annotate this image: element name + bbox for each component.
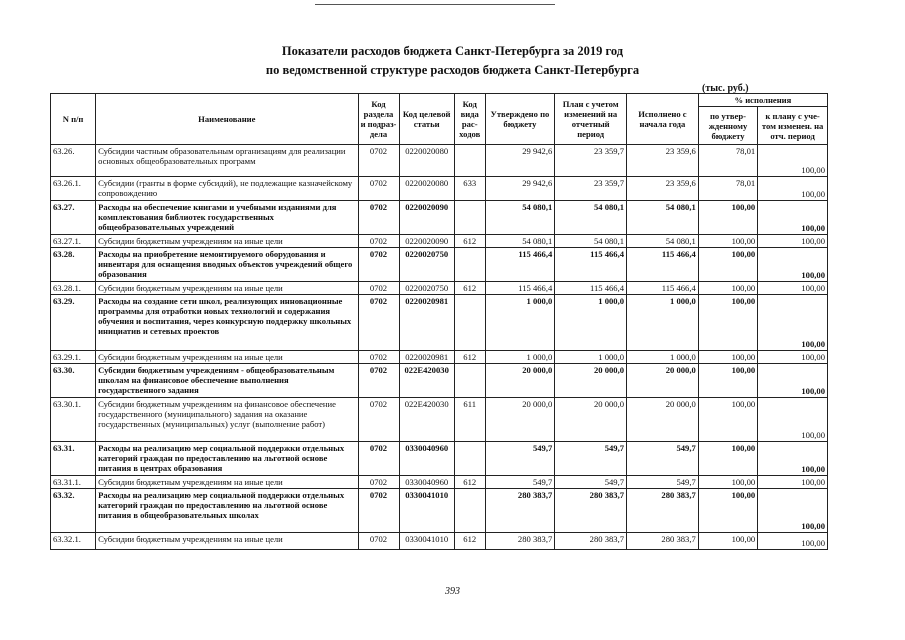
cell-section: 0702 xyxy=(358,364,399,398)
cell-pct-budget: 100,00 xyxy=(698,295,757,351)
table-row xyxy=(51,351,828,364)
cell-kind xyxy=(454,442,485,476)
cell-kind xyxy=(454,364,485,398)
cell-kind: 612 xyxy=(454,476,485,489)
cell-pct-plan: 100,00 xyxy=(758,442,828,476)
cell-section: 0702 xyxy=(358,235,399,248)
cell-target: 0330041010 xyxy=(399,533,454,550)
cell-kind: 612 xyxy=(454,282,485,295)
cell-plan: 20 000,0 xyxy=(555,364,627,398)
table-row xyxy=(51,201,828,235)
cell-name: Расходы на реализацию мер социальной поддержки отдельных категорий граждан по предоставлению на льготной основе питания в центрах образования xyxy=(96,442,358,476)
cell-target: 0220020090 xyxy=(399,235,454,248)
header-name: Наименование xyxy=(96,94,358,145)
cell-pct-plan: 100,00 xyxy=(758,145,828,177)
cell-kind: 612 xyxy=(454,351,485,364)
cell-approved: 54 080,1 xyxy=(485,201,555,235)
cell-section: 0702 xyxy=(358,177,399,201)
cell-kind xyxy=(454,248,485,282)
cell-pct-plan: 100,00 xyxy=(758,177,828,201)
cell-section: 0702 xyxy=(358,201,399,235)
cell-pct-budget: 78,01 xyxy=(698,177,757,201)
cell-pct-plan: 100,00 xyxy=(758,398,828,442)
table-row xyxy=(51,476,828,489)
table-row xyxy=(51,442,828,476)
cell-section: 0702 xyxy=(358,533,399,550)
cell-kind xyxy=(454,145,485,177)
header-plan: План с учетом изменений на отчетный период xyxy=(555,94,627,145)
cell-pct-plan: 100,00 xyxy=(758,248,828,282)
cell-executed: 54 080,1 xyxy=(627,235,699,248)
header-target: Код целевой статьи xyxy=(399,94,454,145)
cell-executed: 20 000,0 xyxy=(627,398,699,442)
cell-pct-plan: 100,00 xyxy=(758,476,828,489)
cell-executed: 549,7 xyxy=(627,476,699,489)
header-pct-budget: по утвер-жденному бюджету xyxy=(698,107,757,145)
table-row xyxy=(51,489,828,533)
cell-executed: 115 466,4 xyxy=(627,282,699,295)
cell-executed: 549,7 xyxy=(627,442,699,476)
cell-name: Субсидии бюджетным учреждениям - общеобразовательным школам на финансовое обеспечение выполнения государственного задания xyxy=(96,364,358,398)
cell-num: 63.30. xyxy=(51,364,96,398)
cell-num: 63.31. xyxy=(51,442,96,476)
cell-name: Расходы на создание сети школ, реализующих инновационные программы для отработки новых технологий и содержания обучения и воспитания, через конкурсную поддержку школьных инициатив и сетевых проектов xyxy=(96,295,358,351)
table-row xyxy=(51,364,828,398)
cell-target: 0220020750 xyxy=(399,248,454,282)
cell-section: 0702 xyxy=(358,145,399,177)
cell-pct-budget: 100,00 xyxy=(698,282,757,295)
cell-kind: 612 xyxy=(454,235,485,248)
cell-plan: 280 383,7 xyxy=(555,489,627,533)
cell-pct-plan: 100,00 xyxy=(758,282,828,295)
cell-executed: 1 000,0 xyxy=(627,351,699,364)
cell-num: 63.32.1. xyxy=(51,533,96,550)
cell-section: 0702 xyxy=(358,442,399,476)
cell-name: Субсидии (гранты в форме субсидий), не подлежащие казначейскому сопровождению xyxy=(96,177,358,201)
table-body xyxy=(51,145,828,550)
cell-approved: 20 000,0 xyxy=(485,364,555,398)
cell-executed: 23 359,6 xyxy=(627,177,699,201)
cell-target: 0220020090 xyxy=(399,201,454,235)
cell-target: 0220020080 xyxy=(399,145,454,177)
cell-pct-plan: 100,00 xyxy=(758,489,828,533)
cell-num: 63.26.1. xyxy=(51,177,96,201)
report-title-line-1: Показатели расходов бюджета Санкт-Петербурга за 2019 год xyxy=(281,44,624,58)
cell-approved: 549,7 xyxy=(485,476,555,489)
cell-pct-budget: 100,00 xyxy=(698,398,757,442)
cell-name: Субсидии бюджетным учреждениям на иные цели xyxy=(96,533,358,550)
cell-plan: 54 080,1 xyxy=(555,235,627,248)
cell-pct-budget: 100,00 xyxy=(698,489,757,533)
cell-section: 0702 xyxy=(358,295,399,351)
cell-target: 0330040960 xyxy=(399,476,454,489)
cell-name: Субсидии бюджетным учреждениям на финансовое обеспечение государственного (муниципального) задания на оказание государственных (муниципальных) услуг (выполнение работ) xyxy=(96,398,358,442)
cell-approved: 549,7 xyxy=(485,442,555,476)
cell-name: Субсидии бюджетным учреждениям на иные цели xyxy=(96,351,358,364)
cell-approved: 29 942,6 xyxy=(485,145,555,177)
cell-section: 0702 xyxy=(358,476,399,489)
table-row xyxy=(51,235,828,248)
table-row xyxy=(51,533,828,550)
table-row xyxy=(51,398,828,442)
cell-target: 022Е420030 xyxy=(399,398,454,442)
cell-section: 0702 xyxy=(358,351,399,364)
cell-plan: 280 383,7 xyxy=(555,533,627,550)
header-kind: Код вида рас-ходов xyxy=(454,94,485,145)
cell-executed: 280 383,7 xyxy=(627,489,699,533)
cell-approved: 1 000,0 xyxy=(485,295,555,351)
cell-num: 63.28.1. xyxy=(51,282,96,295)
table-row xyxy=(51,295,828,351)
table-row xyxy=(51,248,828,282)
cell-executed: 23 359,6 xyxy=(627,145,699,177)
cell-pct-plan: 100,00 xyxy=(758,201,828,235)
cell-pct-budget: 100,00 xyxy=(698,248,757,282)
cell-pct-budget: 78,01 xyxy=(698,145,757,177)
cell-pct-plan: 100,00 xyxy=(758,295,828,351)
cell-executed: 1 000,0 xyxy=(627,295,699,351)
table-row xyxy=(51,145,828,177)
cell-pct-budget: 100,00 xyxy=(698,476,757,489)
cell-plan: 23 359,7 xyxy=(555,145,627,177)
cell-pct-plan: 100,00 xyxy=(758,533,828,550)
header-num: N п/п xyxy=(51,94,96,145)
header-pct-group: % исполнения xyxy=(698,94,827,107)
cell-plan: 115 466,4 xyxy=(555,248,627,282)
cell-approved: 280 383,7 xyxy=(485,489,555,533)
cell-pct-plan: 100,00 xyxy=(758,364,828,398)
cell-plan: 1 000,0 xyxy=(555,295,627,351)
units-label: (тыс. руб.) xyxy=(702,83,749,94)
cell-approved: 54 080,1 xyxy=(485,235,555,248)
cell-pct-budget: 100,00 xyxy=(698,201,757,235)
cell-name: Субсидии бюджетным учреждениям на иные цели xyxy=(96,282,358,295)
expenditure-table xyxy=(50,93,828,550)
cell-target: 0220020080 xyxy=(399,177,454,201)
cell-pct-budget: 100,00 xyxy=(698,533,757,550)
cell-name: Субсидии бюджетным учреждениям на иные цели xyxy=(96,476,358,489)
cell-pct-budget: 100,00 xyxy=(698,364,757,398)
cell-name: Субсидии бюджетным учреждениям на иные цели xyxy=(96,235,358,248)
cell-num: 63.32. xyxy=(51,489,96,533)
cell-plan: 1 000,0 xyxy=(555,351,627,364)
cell-name: Расходы на реализацию мер социальной поддержки отдельных категорий граждан по предоставлению на льготной основе питания в общеобразовательных школах xyxy=(96,489,358,533)
report-title-line-2: по ведомственной структуре расходов бюджета Санкт-Петербурга xyxy=(265,63,640,77)
cell-section: 0702 xyxy=(358,282,399,295)
header-executed: Исполнено с начала года xyxy=(627,94,699,145)
cell-plan: 23 359,7 xyxy=(555,177,627,201)
cell-num: 63.31.1. xyxy=(51,476,96,489)
cell-num: 63.26. xyxy=(51,145,96,177)
cell-num: 63.27. xyxy=(51,201,96,235)
cell-executed: 54 080,1 xyxy=(627,201,699,235)
cell-approved: 115 466,4 xyxy=(485,282,555,295)
cell-approved: 280 383,7 xyxy=(485,533,555,550)
top-border-line xyxy=(315,4,555,5)
cell-section: 0702 xyxy=(358,489,399,533)
cell-kind: 611 xyxy=(454,398,485,442)
cell-target: 0330041010 xyxy=(399,489,454,533)
page-number: 393 xyxy=(445,586,460,597)
cell-executed: 20 000,0 xyxy=(627,364,699,398)
cell-plan: 115 466,4 xyxy=(555,282,627,295)
cell-name: Расходы на приобретение немонтируемого оборудования и инвентаря для оснащения вводных объектов учреждений общего образования xyxy=(96,248,358,282)
cell-pct-plan: 100,00 xyxy=(758,351,828,364)
cell-num: 63.28. xyxy=(51,248,96,282)
cell-kind xyxy=(454,295,485,351)
cell-plan: 549,7 xyxy=(555,442,627,476)
cell-num: 63.30.1. xyxy=(51,398,96,442)
cell-plan: 549,7 xyxy=(555,476,627,489)
header-section: Код раздела и подраз-дела xyxy=(358,94,399,145)
cell-target: 0220020981 xyxy=(399,351,454,364)
table-row xyxy=(51,177,828,201)
cell-approved: 29 942,6 xyxy=(485,177,555,201)
cell-name: Расходы на обеспечение книгами и учебными изданиями для комплектования библиотек государственных общеобразовательных учреждений xyxy=(96,201,358,235)
cell-target: 0220020981 xyxy=(399,295,454,351)
cell-executed: 280 383,7 xyxy=(627,533,699,550)
cell-approved: 20 000,0 xyxy=(485,398,555,442)
cell-approved: 1 000,0 xyxy=(485,351,555,364)
cell-target: 022Е420030 xyxy=(399,364,454,398)
cell-kind: 633 xyxy=(454,177,485,201)
table-row xyxy=(51,282,828,295)
cell-pct-plan: 100,00 xyxy=(758,235,828,248)
cell-kind xyxy=(454,201,485,235)
cell-approved: 115 466,4 xyxy=(485,248,555,282)
header-pct-plan: к плану с уче-том изменен. на отч. период xyxy=(758,107,828,145)
cell-plan: 54 080,1 xyxy=(555,201,627,235)
cell-pct-budget: 100,00 xyxy=(698,235,757,248)
cell-pct-budget: 100,00 xyxy=(698,442,757,476)
cell-section: 0702 xyxy=(358,248,399,282)
cell-executed: 115 466,4 xyxy=(627,248,699,282)
cell-target: 0330040960 xyxy=(399,442,454,476)
cell-num: 63.29. xyxy=(51,295,96,351)
header-approved: Утверждено по бюджету xyxy=(485,94,555,145)
cell-kind xyxy=(454,489,485,533)
cell-kind: 612 xyxy=(454,533,485,550)
cell-pct-budget: 100,00 xyxy=(698,351,757,364)
cell-num: 63.29.1. xyxy=(51,351,96,364)
cell-name: Субсидии частным образовательным организациям для реализации основных общеобразовательных программ xyxy=(96,145,358,177)
cell-target: 0220020750 xyxy=(399,282,454,295)
cell-section: 0702 xyxy=(358,398,399,442)
cell-plan: 20 000,0 xyxy=(555,398,627,442)
cell-num: 63.27.1. xyxy=(51,235,96,248)
